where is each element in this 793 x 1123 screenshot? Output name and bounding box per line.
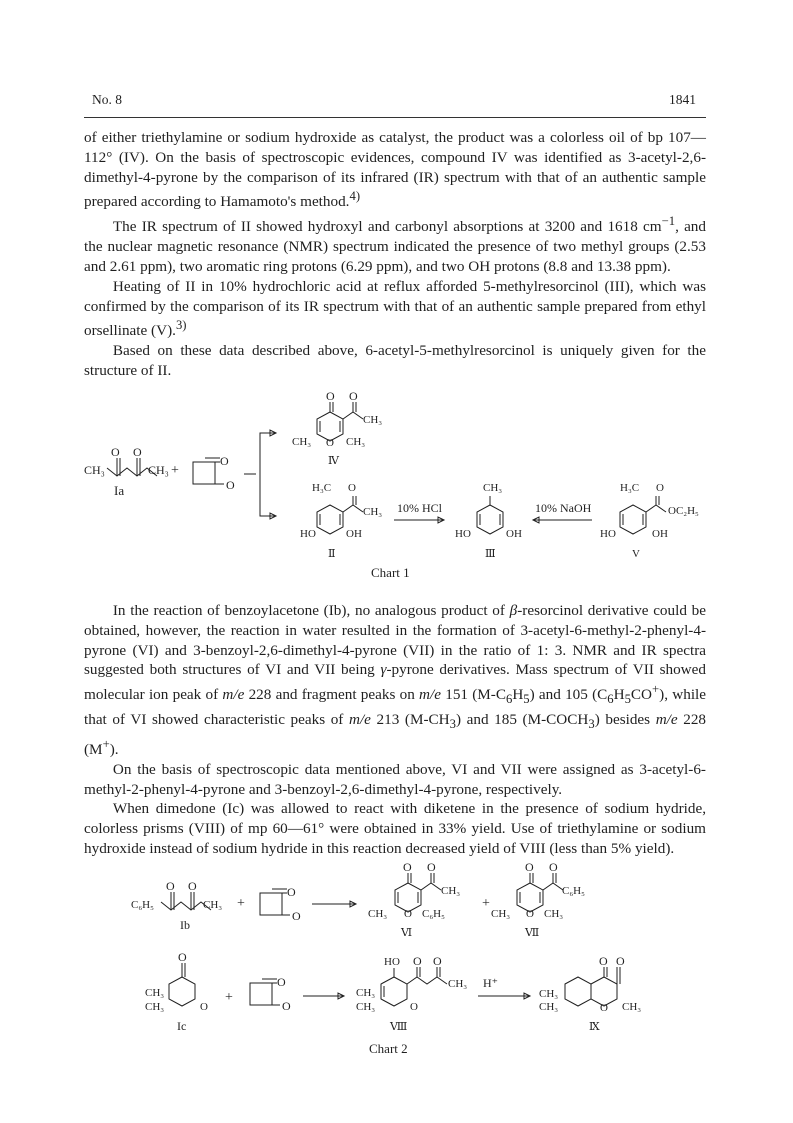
svg-text:CH₃: CH₃ <box>203 899 223 911</box>
compound-IX <box>539 954 641 1033</box>
svg-text:CH₃: CH₃ <box>356 987 376 999</box>
svg-text:+: + <box>225 990 233 1005</box>
svg-text:HO: HO <box>455 528 471 540</box>
svg-text:10% HCl: 10% HCl <box>397 501 442 515</box>
svg-text:CH₃: CH₃ <box>622 1001 642 1013</box>
reference-4: 4) <box>349 189 361 204</box>
reference-3: 3) <box>175 318 187 333</box>
label-VI: Ⅵ <box>401 927 413 939</box>
label-VIII: Ⅷ <box>390 1021 408 1033</box>
svg-text:O: O <box>656 482 664 494</box>
svg-text:HO: HO <box>300 528 316 540</box>
svg-text:CH₃: CH₃ <box>544 908 564 920</box>
svg-text:O: O <box>226 478 235 492</box>
svg-text:+: + <box>482 896 490 911</box>
label-Ia: Ia <box>114 483 125 498</box>
svg-text:CH₃: CH₃ <box>145 1001 165 1013</box>
svg-text:O: O <box>616 954 625 968</box>
svg-text:OH: OH <box>506 528 522 540</box>
label-IX: Ⅸ <box>589 1021 600 1033</box>
svg-text:O: O <box>326 389 335 403</box>
label-VII: Ⅶ <box>525 927 540 939</box>
diketene-3 <box>250 975 291 1013</box>
svg-text:O: O <box>282 999 291 1013</box>
svg-text:OC₂H₅: OC₂H₅ <box>668 505 699 517</box>
svg-text:OH: OH <box>652 528 668 540</box>
svg-text:O: O <box>133 445 142 459</box>
label-V: V <box>632 548 640 560</box>
svg-text:OH: OH <box>346 528 362 540</box>
svg-text:O: O <box>410 1001 418 1013</box>
svg-text:CH₃: CH₃ <box>356 1001 376 1013</box>
paragraph-6: On the basis of spectroscopic data mentioned above, VI and VII were assigned as 3-acetyl-6-methyl-2-phenyl-4-pyrone and 3-benzoyl-2,6-dimethyl-4-pyrone, respectively. <box>84 760 706 798</box>
svg-text:CH₃: CH₃ <box>483 482 503 494</box>
svg-text:C₆H₅: C₆H₅ <box>131 899 154 911</box>
paragraph-5: In the reaction of benzoylacetone (Ib), no analogous product of β-resorcinol derivative could be obtained, however, the reaction in water resulted in the formation of 3-acetyl-6-methyl-2-phenyl-4-pyrone (VI) and 3-benzoyl-2,6-dimethyl-4-pyrone (VII) in the ratio of 1: 3. NMR and IR spectra suggested both structures of VI and VII being γ-pyrone derivatives. Mass spectrum of VII showed molecular ion peak of m/e 228 and fragment peaks on m/e 151 $(M-C_6H_5)$ and 105 $(C_6H_5CO^+)$, while that of VI showed characteristic peaks of m/e 213 $(M-CH_3)$ and 185 $(M-COCH_3)$ besides m/e 228 (M+). <box>84 602 707 758</box>
label-IV: Ⅳ <box>328 455 339 467</box>
svg-text:O: O <box>427 860 436 874</box>
svg-text:H₃C: H₃C <box>620 482 640 494</box>
svg-text:HO: HO <box>384 956 400 968</box>
svg-text:O: O <box>600 1002 608 1014</box>
svg-text:CH₃: CH₃ <box>84 463 105 477</box>
svg-text:O: O <box>404 908 412 920</box>
svg-text:H₃C: H₃C <box>312 482 332 494</box>
svg-text:O: O <box>403 860 412 874</box>
svg-text:10% NaOH: 10% NaOH <box>535 501 592 515</box>
arrow-to-VI <box>312 901 356 907</box>
paragraph-2: The IR spectrum of II showed hydroxyl and carbonyl absorptions at 3200 and 1618 $cm^{-1}$, and the nuclear magnetic resonance (NMR) spectrum indicated the presence of two methyl groups (2.53 and 2.61 ppm), two aromatic ring protons (6.29 ppm), and two OH protons (8.8 and 13.38 ppm). <box>84 214 706 275</box>
svg-text:CH₃: CH₃ <box>363 506 383 518</box>
diketene-2 <box>260 885 301 923</box>
svg-text:CH₃: CH₃ <box>363 414 383 426</box>
svg-text:O: O <box>220 454 229 468</box>
svg-text:CH₃: CH₃ <box>148 463 169 477</box>
page-number: 1841 <box>669 92 696 107</box>
svg-text:CH₃: CH₃ <box>539 988 559 1000</box>
paragraph-3: Heating of II in 10% hydrochloric acid at reflux afforded 5-methylresorcinol (III), which was confirmed by the comparison of its IR spectrum with that of an authentic sample prepared from ethyl orsellinate (V).$^{3)}$ <box>84 277 706 340</box>
compound-Ic <box>145 950 233 1033</box>
svg-text:+: + <box>237 896 245 911</box>
label-III: Ⅲ <box>485 548 496 560</box>
svg-text:O: O <box>277 975 286 989</box>
svg-text:CH₃: CH₃ <box>145 987 165 999</box>
svg-text:O: O <box>200 1001 208 1013</box>
compound-Ib <box>131 879 245 932</box>
svg-text:O: O <box>292 909 301 923</box>
label-Ib: Ib <box>180 918 190 932</box>
svg-text:O: O <box>166 879 175 893</box>
svg-text:O: O <box>348 482 356 494</box>
label-II: Ⅱ <box>328 548 336 560</box>
label-Ic: Ic <box>177 1019 187 1033</box>
svg-text:O: O <box>287 885 296 899</box>
svg-text:O: O <box>549 860 558 874</box>
svg-text:O: O <box>599 954 608 968</box>
svg-text:H⁺: H⁺ <box>483 976 498 990</box>
chart-1-caption: Chart 1 <box>371 565 410 580</box>
svg-text:CH₃: CH₃ <box>448 978 468 990</box>
svg-text:CH₃: CH₃ <box>539 1001 559 1013</box>
paragraph-4: Based on these data described above, 6-acetyl-5-methylresorcinol is uniquely given for the structure of II. <box>84 342 706 379</box>
svg-text:O: O <box>413 954 422 968</box>
svg-text:O: O <box>349 389 358 403</box>
svg-text:CH₃: CH₃ <box>292 436 312 448</box>
compound-VII <box>491 860 585 939</box>
svg-text:O: O <box>525 860 534 874</box>
svg-text:O: O <box>178 950 187 964</box>
svg-text:+: + <box>171 463 179 478</box>
svg-text:O: O <box>433 954 442 968</box>
reaction-acid <box>478 976 530 999</box>
svg-text:CH₃: CH₃ <box>346 436 366 448</box>
svg-text:C₆H₅: C₆H₅ <box>422 908 445 920</box>
journal-issue-number: No. 8 <box>92 92 122 107</box>
chart-2-caption: Chart 2 <box>369 1041 408 1056</box>
svg-text:O: O <box>326 437 334 449</box>
compound-VI <box>368 860 490 939</box>
svg-text:O: O <box>188 879 197 893</box>
svg-text:O: O <box>526 908 534 920</box>
compound-VIII <box>356 954 467 1033</box>
svg-text:O: O <box>111 445 120 459</box>
arrow-to-VIII <box>303 993 344 999</box>
svg-text:CH₃: CH₃ <box>368 908 388 920</box>
svg-text:HO: HO <box>600 528 616 540</box>
paragraph-7: When dimedone (Ic) was allowed to react with diketene in the presence of sodium hydride, colorless prisms (VIII) of mp 60—61° were obtained in 33% yield. Use of triethylamine or sodium hydroxide instead of sodium hydride in this reaction decreased yield of VIII (less than 5% yield). <box>84 800 706 857</box>
svg-text:CH₃: CH₃ <box>441 885 461 897</box>
paragraph-1: of either triethylamine or sodium hydroxide as catalyst, the product was a colorless oil of bp 107—112° (IV). On the basis of spectroscopic evidences, compound IV was identified as 3-acetyl-2,6-dimethyl-4-pyrone by the comparison of its infrared (IR) spectrum with that of an authentic sample prepared according to Hamamoto's method.$^{4)}$ <box>84 129 706 211</box>
svg-text:C₆H₅: C₆H₅ <box>562 885 585 897</box>
svg-text:CH₃: CH₃ <box>491 908 511 920</box>
